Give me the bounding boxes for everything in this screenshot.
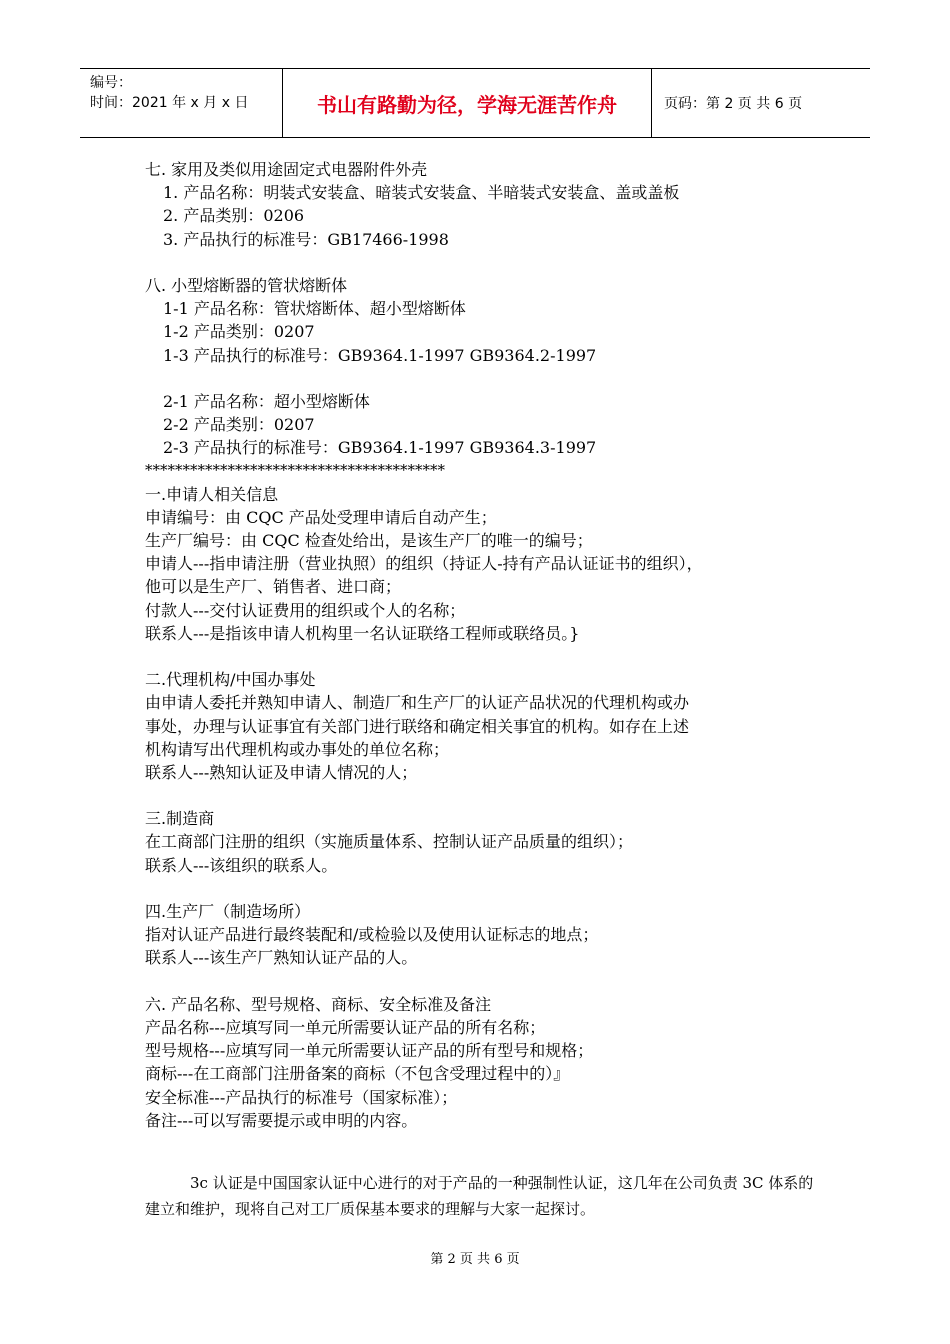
blank-line [145,877,845,900]
section-8-line: 1-1 产品名称：管状熔断体、超小型熔断体 [163,299,466,319]
page-header [80,68,870,138]
section-3-line: 在工商部门注册的组织（实施质量体系、控制认证产品质量的组织）； [145,832,634,852]
header-motto: 书山有路勤为径，学海无涯苦作舟 [282,69,652,137]
section-3-line: 联系人---该组织的联系人。 [145,855,338,875]
header-page-info: 页码：第 2 页 共 6 页 [664,96,803,112]
section-7-line: 2. 产品类别：0206 [163,206,305,226]
section-1-line: 申请人---指申请注册（营业执照）的组织（持证人-持有产品认证证书的组织）， [145,554,703,574]
section-1-title: 一.申请人相关信息 [145,484,279,504]
document-body [145,158,845,1132]
section-2-line: 由申请人委托并熟知申请人、制造厂和生产厂的认证产品状况的代理机构或办 [145,693,690,713]
section-7-title: 七. 家用及类似用途固定式电器附件外壳 [145,160,428,179]
blank-line [145,784,845,807]
code-label: 编号： [90,75,132,91]
section-8-title: 八. 小型熔断器的管状熔断体 [145,275,348,295]
date-label: 时间：2021 年 x 月 x 日 [90,95,249,111]
blank-line [145,970,845,993]
section-8-line: 2-1 产品名称：超小型熔断体 [163,391,370,411]
section-6-title: 六. 产品名称、型号规格、商标、安全标准及备注 [145,994,492,1014]
section-8-line: 2-2 产品类别：0207 [163,415,315,435]
section-8-line: 1-2 产品类别：0207 [163,322,315,342]
section-6-line: 安全标准---产品执行的标准号（国家标准）； [145,1087,458,1107]
section-1-line: 付款人---交付认证费用的组织或个人的名称； [145,600,466,620]
section-8-line: 1-3 产品执行的标准号：GB9364.1-1997 GB9364.2-1997 [163,345,597,365]
section-2-title: 二.代理机构/中国办事处 [145,670,316,690]
section-6-line: 产品名称---应填写同一单元所需要认证产品的所有名称； [145,1017,546,1037]
section-1-line: 联系人---是指该申请人机构里一名认证联络工程师或联络员。} [145,623,580,643]
section-6-line: 商标---在工商部门注册备案的商标（不包含受理过程中的）』 [145,1064,570,1084]
blank-line [145,367,845,390]
section-1-line: 生产厂编号：由 CQC 检查处给出，是该生产厂的唯一的编号； [145,531,593,550]
blank-line [145,645,845,668]
section-1-line: 他可以是生产厂、销售者、进口商； [145,577,402,597]
blank-line [145,251,845,274]
section-1-line: 申请编号：由 CQC 产品处受理申请后自动产生； [145,507,497,527]
star-separator: **************************************** [145,461,445,480]
header-meta [80,69,282,137]
section-8-line: 2-3 产品执行的标准号：GB9364.1-1997 GB9364.3-1997 [163,438,597,458]
page-footer: 第 2 页 共 6 页 [430,1252,520,1267]
section-7-line: 3. 产品执行的标准号：GB17466-1998 [163,229,449,249]
closing-paragraph: 3c 认证是中国国家认证中心进行的对于产品的一种强制性认证，这几年在公司负责 3C 体系的建立和维护，现将自己对工厂质保基本要求的理解与大家一起探讨。 [145,1174,814,1218]
section-4-line: 联系人---该生产厂熟知认证产品的人。 [145,948,418,968]
section-7-line: 1. 产品名称：明装式安装盒、暗装式安装盒、半暗装式安装盒、盖或盖板 [163,183,680,203]
section-2-line: 联系人---熟知认证及申请人情况的人； [145,762,418,782]
section-3-title: 三.制造商 [145,809,215,829]
section-6-line: 备注---可以写需要提示或申明的内容。 [145,1110,418,1130]
section-4-line: 指对认证产品进行最终装配和/或检验以及使用认证标志的地点； [145,925,599,945]
section-4-title: 四.生产厂（制造场所） [145,902,311,921]
section-2-line: 事处，办理与认证事宜有关部门进行联络和确定相关事宜的机构。如存在上述 [145,716,690,736]
section-6-line: 型号规格---应填写同一单元所需要认证产品的所有型号和规格； [145,1041,594,1061]
section-2-line: 机构请写出代理机构或办事处的单位名称； [145,739,450,759]
